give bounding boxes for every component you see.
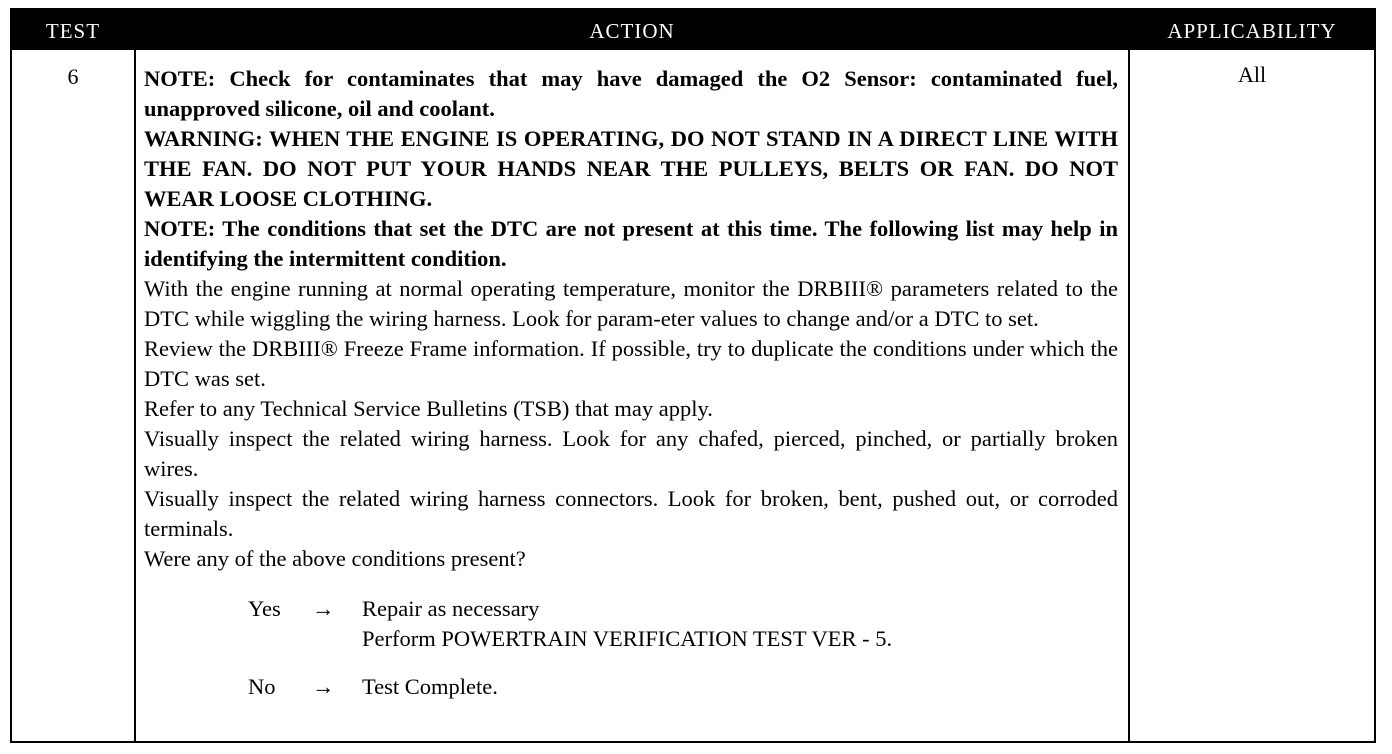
no-label: No [248, 674, 276, 699]
step-inspect-harness: Visually inspect the related wiring harness. Look for any chafed, pierced, pinched, or partially broken wires. [144, 426, 1118, 481]
note-intermittent: NOTE: The conditions that set the DTC are not present at this time. The following list may help in identifying the intermittent condition. [144, 216, 1118, 271]
action-cell [144, 64, 1118, 702]
header-divider [12, 50, 1374, 54]
question: Were any of the above conditions present? [144, 546, 526, 571]
step-tsb: Refer to any Technical Service Bulletins (TSB) that may apply. [144, 396, 713, 421]
no-result: Test Complete. [362, 674, 498, 699]
yes-result-line2: Perform POWERTRAIN VERIFICATION TEST VER - 5. [362, 626, 893, 651]
step-freeze-frame: Review the DRBIII® Freeze Frame information. If possible, try to duplicate the conditions under which the DTC was set. [144, 336, 1118, 391]
header-action: ACTION [589, 19, 675, 43]
diagnostic-table [10, 8, 1376, 743]
yes-label: Yes [248, 596, 281, 621]
yes-branch [144, 594, 1118, 654]
column-divider-1 [134, 50, 136, 741]
yes-arrow-icon: → [312, 596, 335, 621]
no-arrow-icon: → [312, 674, 335, 699]
table-header [12, 10, 1374, 50]
step-inspect-connectors: Visually inspect the related wiring harness connectors. Look for broken, bent, pushed out, or corroded terminals. [144, 486, 1118, 541]
test-number: 6 [67, 64, 79, 89]
header-test: TEST [45, 19, 101, 43]
applicability-value: All [1237, 62, 1267, 87]
no-branch [144, 672, 1118, 702]
yes-result-line1: Repair as necessary [362, 596, 540, 621]
yes-result [362, 594, 892, 654]
note-contaminates: NOTE: Check for contaminates that may have damaged the O2 Sensor: contaminated fuel, unapproved silicone, oil and coolant. [144, 66, 1118, 121]
warning-fan: WARNING: WHEN THE ENGINE IS OPERATING, DO NOT STAND IN A DIRECT LINE WITH THE FAN. DO NOT PUT YOUR HANDS NEAR THE PULLEYS, BELTS OR FAN. DO NOT WEAR LOOSE CLOTHING. [144, 126, 1118, 211]
column-divider-2 [1128, 50, 1130, 741]
header-applicability: APPLICABILITY [1167, 19, 1337, 43]
step-monitor-parameters: With the engine running at normal operating temperature, monitor the DRBIII® parameters related to the DTC while wiggling the wiring harness. Look for param-eter values to change and/or a DTC to set. [144, 276, 1118, 331]
